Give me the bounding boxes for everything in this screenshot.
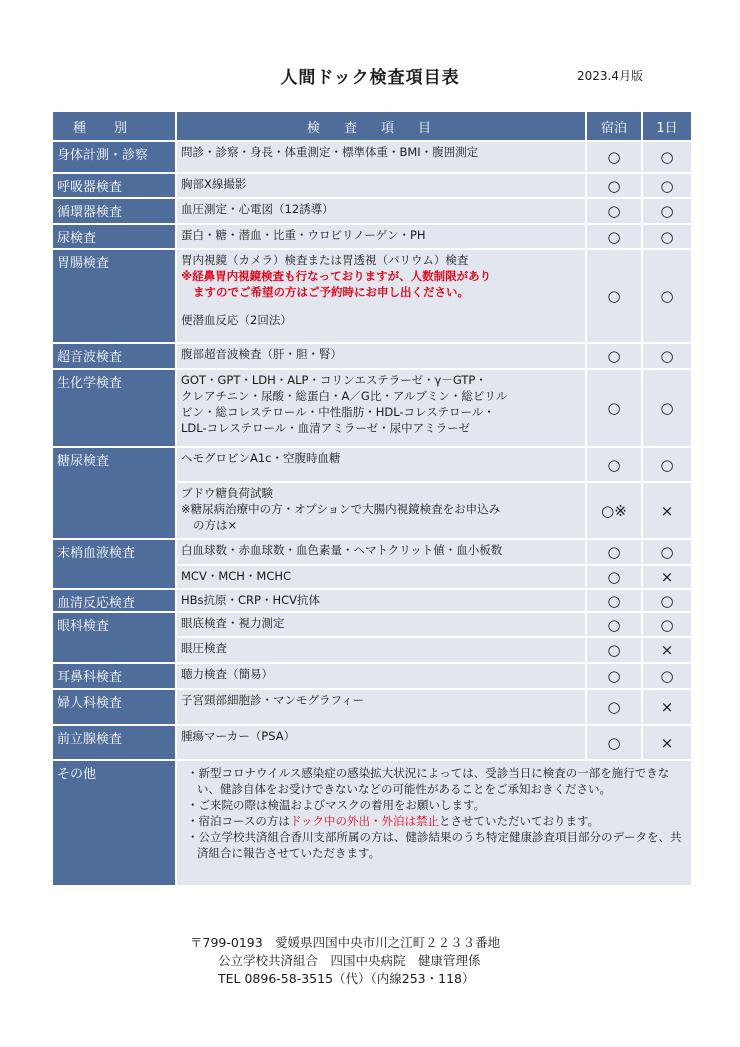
footer-address: 〒799-0193 愛媛県四国中央市川之江町２２３３番地	[190, 935, 501, 950]
item-cell: 腹部超音波検査（肝・胆・腎）	[177, 344, 585, 368]
table-row	[53, 250, 691, 342]
item-cell: 胸部X線撮影	[177, 174, 585, 197]
table-row	[53, 590, 691, 611]
header-category: 種別	[53, 112, 175, 140]
notes-cell	[177, 761, 691, 885]
category-cell: 生化学検査	[53, 370, 175, 446]
day-mark: ○	[643, 540, 691, 564]
table-header	[53, 112, 691, 140]
item-cell: 腫瘍マーカー（PSA）	[177, 726, 585, 759]
item-cell: 蛋白・糖・潜血・比重・ウロビリノーゲン・PH	[177, 225, 585, 248]
item-cell: 聴力検査（簡易）	[177, 664, 585, 688]
category-cell: 眼科検査	[53, 613, 175, 662]
item-warning-cont: ますのでご希望の方はご予約時にお申し出ください。	[193, 285, 469, 299]
item-line: クレアチニン・尿酸・総蛋白・A／G比・アルブミン・総ビリル	[181, 389, 508, 403]
item-cell	[177, 250, 585, 342]
table-row	[53, 664, 691, 688]
category-cell: 尿検査	[53, 225, 175, 248]
table-row	[53, 540, 691, 564]
stay-mark: ○	[587, 174, 641, 197]
day-mark: ×	[643, 690, 691, 724]
item-text-2: 便潜血反応（2回法）	[181, 313, 292, 327]
item-note: ※糖尿病治療中の方・オプションで大腸内視鏡検査をお申込み	[181, 502, 501, 516]
table-row	[53, 690, 691, 724]
table-row	[53, 225, 691, 248]
header-item: 検査項目	[177, 112, 585, 140]
stay-mark: ○	[587, 199, 641, 223]
item-cell	[177, 370, 585, 446]
item-cell: 眼底検査・視力測定	[177, 613, 585, 636]
stay-mark: ○	[587, 690, 641, 724]
day-mark: ○	[643, 370, 691, 446]
item-cell	[177, 483, 585, 538]
contact-footer	[190, 934, 500, 988]
day-mark: ○	[643, 448, 691, 481]
footer-phone: TEL 0896-58-3515（代）（内線253・118）	[218, 971, 475, 986]
stay-mark: ○	[587, 250, 641, 342]
day-mark: ○	[643, 250, 691, 342]
table-row	[53, 448, 691, 481]
item-note-cont: の方は×	[193, 518, 238, 532]
item-cell: ヘモグロビンA1c・空腹時血糖	[177, 448, 585, 481]
stay-mark: ○	[587, 726, 641, 759]
stay-mark: ○	[587, 225, 641, 248]
day-mark: ○	[643, 174, 691, 197]
table-row	[53, 370, 691, 446]
category-cell: 婦人科検査	[53, 690, 175, 724]
category-cell: 超音波検査	[53, 344, 175, 368]
item-cell: MCV・MCH・MCHC	[177, 566, 585, 588]
stay-mark: ○	[587, 590, 641, 611]
item-cell: 問診・診察・身長・体重測定・標準体重・BMI・腹囲測定	[177, 142, 585, 172]
day-mark: ○	[643, 225, 691, 248]
table-row	[53, 726, 691, 759]
item-cell: 血圧測定・心電図（12誘導）	[177, 199, 585, 223]
stay-mark: ○	[587, 370, 641, 446]
stay-mark: ○	[587, 664, 641, 688]
category-cell: 末梢血液検査	[53, 540, 175, 588]
exam-table	[51, 110, 693, 887]
stay-mark: ○	[587, 448, 641, 481]
day-mark: ○	[643, 613, 691, 636]
note-item: ・ご来院の際は検温およびマスクの着用をお願いします。	[187, 798, 486, 812]
note-highlight: ドック中の外出・外泊は禁止	[289, 814, 439, 828]
note-item: ・公立学校共済組合香川支部所属の方は、健診結果のうち特定健康診査項目部分のデータを、共済組合に報告させていただきます。	[187, 830, 682, 860]
item-cell: 白血球数・赤血球数・血色素量・ヘマトクリット値・血小板数	[177, 540, 585, 564]
item-text: 胃内視鏡（カメラ）検査または胃透視（バリウム）検査	[181, 253, 469, 267]
category-cell: 胃腸検査	[53, 250, 175, 342]
category-cell: その他	[53, 761, 175, 885]
table-row	[53, 142, 691, 172]
item-line: GOT・GPT・LDH・ALP・コリンエステラーゼ・γ－GTP・	[181, 373, 487, 387]
stay-mark: ○	[587, 566, 641, 588]
item-line: ビン・総コレステロール・中性脂肪・HDL-コレステロール・	[181, 405, 495, 419]
other-row	[53, 761, 691, 885]
note-item: ・新型コロナウイルス感染症の感染拡大状況によっては、受診当日に検査の一部を施行できない、健診自体をお受けできないなどの可能性があることをご承知おきください。	[187, 766, 670, 796]
day-mark: ○	[643, 664, 691, 688]
item-line: LDL-コレステロール・血清アミラーゼ・尿中アミラーゼ	[181, 421, 470, 435]
category-cell: 循環器検査	[53, 199, 175, 223]
day-mark: ○	[643, 142, 691, 172]
day-mark: ×	[643, 638, 691, 662]
stay-mark: ○	[587, 638, 641, 662]
stay-mark: ○※	[587, 483, 641, 538]
day-mark: ○	[643, 344, 691, 368]
day-mark: ○	[643, 590, 691, 611]
category-cell: 身体計測・診察	[53, 142, 175, 172]
category-cell: 糖尿検査	[53, 448, 175, 538]
item-cell: 子宮頸部細胞診・マンモグラフィー	[177, 690, 585, 724]
page-title: 人間ドック検査項目表	[280, 68, 460, 88]
item-cell: 眼圧検査	[177, 638, 585, 662]
header-stay: 宿泊	[587, 112, 641, 140]
table-row	[53, 199, 691, 223]
day-mark: ○	[643, 199, 691, 223]
version-label: 2023.4月版	[577, 69, 643, 83]
category-cell: 呼吸器検査	[53, 174, 175, 197]
item-warning: ※経鼻胃内視鏡検査も行なっておりますが、人数制限があり	[181, 269, 492, 283]
table-row	[53, 344, 691, 368]
stay-mark: ○	[587, 540, 641, 564]
header-day: 1日	[643, 112, 691, 140]
stay-mark: ○	[587, 613, 641, 636]
stay-mark: ○	[587, 142, 641, 172]
stay-mark: ○	[587, 344, 641, 368]
day-mark: ×	[643, 726, 691, 759]
day-mark: ×	[643, 566, 691, 588]
table-row	[53, 613, 691, 636]
category-cell: 耳鼻科検査	[53, 664, 175, 688]
category-cell: 血清反応検査	[53, 590, 175, 611]
day-mark: ×	[643, 483, 691, 538]
item-cell: HBs抗原・CRP・HCV抗体	[177, 590, 585, 611]
note-item: ・宿泊コースの方はドック中の外出・外泊は禁止とさせていただいております。	[187, 814, 600, 828]
item-text: ブドウ糖負荷試験	[181, 486, 273, 500]
footer-organization: 公立学校共済組合 四国中央病院 健康管理係	[218, 953, 481, 968]
category-cell: 前立腺検査	[53, 726, 175, 759]
table-row	[53, 174, 691, 197]
